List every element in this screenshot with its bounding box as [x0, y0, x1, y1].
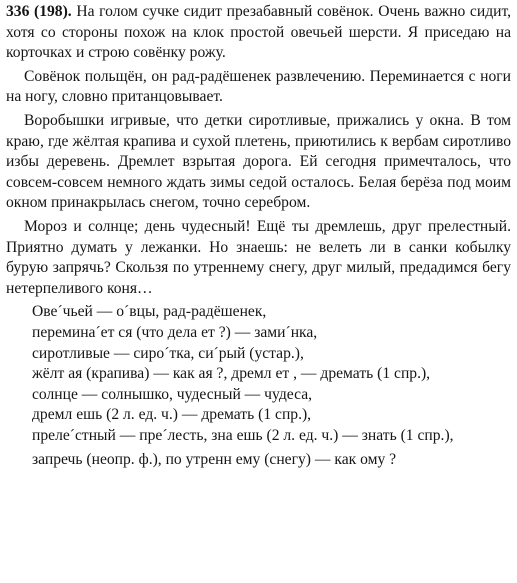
paragraph-2-text: Совёнок польщён, он рад-радёшенек развлечению. Переминается с ноги на ногу, словно пританцовывает. — [6, 67, 511, 106]
analysis-line: преле´стный — пре´лесть, зна ешь (2 л. ед. ч.) — знать (1 спр.), — [32, 426, 454, 444]
paragraph-2 — [6, 67, 511, 108]
word-analysis — [6, 302, 511, 471]
exercise-number: 336 (198). — [6, 3, 72, 20]
paragraph-4-text: Мороз и солнце; день чудесный! Ещё ты дремлешь, друг прелестный. Приятно думать у лежанки. Но знаешь: не велеть ли в санки кобылку бурую запрячь? Скользя по утреннему снегу, друг милый, предадимся бегу нетерпеливого коня… — [6, 217, 511, 297]
analysis-line: солнце — солнышко, чудесный — чудеса, — [32, 385, 313, 403]
analysis-line: сиротливые — сиро´тка, си´рый (устар.), — [32, 344, 304, 362]
analysis-line: запречь (неопр. ф.), по утренн ему (снегу) — как ому ? — [32, 451, 397, 469]
analysis-line: дремл ешь (2 л. ед. ч.) — дремать (1 спр.), — [32, 406, 312, 424]
paragraph-1 — [6, 2, 511, 64]
paragraph-4 — [6, 217, 511, 299]
paragraph-3-text: Воробышки игривые, что детки сиротливые, прижались у окна. В том краю, где жёлтая крапива и сухой плетень, приютились к вербам сиротливо избы деревень. Дремлет взрытая дорога. Ей сегодня примечталось, что совсем-совсем немного ждать зимы седой осталось. Белая берёза под моим окном принакрылась снегом, точно серебром. — [6, 111, 511, 212]
paragraph-1-text: На голом сучке сидит презабавный совёнок. Очень важно сидит, хотя со стороны похож на клок простой овечьей шерсти. Я приседаю на корточках и строю совёнку рожу. — [6, 3, 512, 62]
analysis-line: перемина´ет ся (что дела ет ?) — зами´нка, — [32, 323, 318, 341]
paragraph-3 — [6, 111, 511, 214]
analysis-line: жёлт ая (крапива) — как ая ?, дремл ет , — дремать (1 спр.), — [32, 365, 431, 383]
analysis-line: Ове´чьей — о´вцы, рад-радёшенек, — [32, 303, 267, 321]
